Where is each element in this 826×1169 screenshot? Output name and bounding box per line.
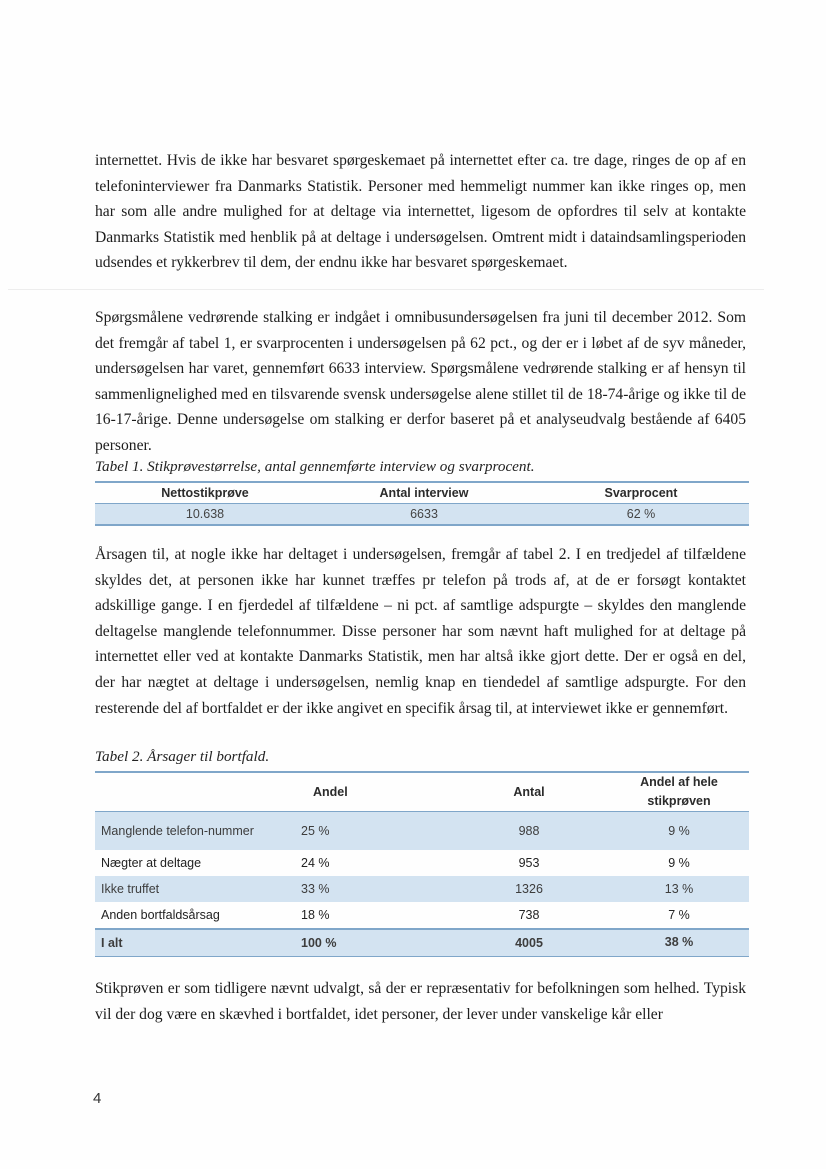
table-cell: 25 % [301, 824, 330, 838]
table-rule [95, 956, 749, 958]
row-label: Nægter at deltage [101, 856, 202, 870]
body-paragraph: Årsagen til, at nogle ikke har deltaget i undersøgelsen, fremgår af tabel 2. I en tredjedel af tilfældene skyldes det, at personen ikke har kunnet træffes pr telefon på trods af, at de er forsøgt kontaktet adskillige gange. I en fjerdedel af tilfældene – ni pct. af samtlige adspurgte – skyldes den manglende deltagelse manglende telefonnummer. Disse personer har som nævnt haft mulighed for at deltage på internettet eller ved at kontakte Danmarks Statistik, men har altså ikke gjort dette. Der er også en del, der har nægtet at deltage i undersøgelsen, nemlig knap en tiendedel af samtlige adspurgte. For den resterende del af bortfaldet er der ikke angivet en specifik årsag til, at interviewet ikke er gennemført. [95, 546, 746, 717]
table-cell: 7 % [668, 907, 690, 922]
table-cell: 738 [518, 908, 540, 922]
body-paragraph: internettet. Hvis de ikke har besvaret spørgeskemaet på internettet efter ca. tre dage, ringes de op af en telefoninterviewer fra Danmarks Statistik. Personer med hemmeligt nummer kan ikke ringes op, men har som alle andre mulighed for at deltage via internettet, ligesom de opfordres til selv at kontakte Danmarks Statistik med henblik på at deltage i undersøgelsen. Omtrent midt i dataindsamlingsperioden udsendes et rykkerbrev til dem, der endnu ikke har besvaret spørgeskemaet. [95, 152, 746, 272]
table-row [95, 850, 749, 876]
table-cell: 4005 [515, 935, 543, 950]
table2 [95, 771, 749, 957]
page-number: 4 [93, 1090, 102, 1107]
column-header: Andel [313, 784, 348, 799]
table1 [95, 481, 749, 526]
table-cell: 10.638 [185, 507, 225, 521]
table-row [95, 812, 749, 850]
table-cell: 9 % [668, 823, 690, 838]
table-cell: 100 % [301, 935, 337, 950]
table-total-row [95, 930, 749, 956]
scan-artifact-line [8, 289, 764, 290]
body-paragraph: Spørgsmålene vedrørende stalking er indgået i omnibusundersøgelsen fra juni til december 2012. Som det fremgår af tabel 1, er svarprocenten i undersøgelsen på 62 pct., og der er i løbet af de syv måneder, undersøgelsen har varet, gennemført 6633 interview. Spørgsmålene vedrørende stalking er af hensyn til sammenlignelighed med en tilsvarende svensk undersøgelse alene stillet til de 18-74-årige og ikke til de 16-17-årige. Denne undersøgelse om stalking er derfor baseret på et analyseudvalg bestående af 6405 personer. [95, 309, 746, 454]
table-cell: 62 % [626, 507, 656, 521]
column-header: Antal [513, 784, 545, 799]
table2-caption: Tabel 2. Årsager til bortfald. [95, 748, 270, 765]
column-header: Antal interview [379, 485, 469, 500]
column-header: Andel af hele stikprøven [640, 774, 718, 808]
table-rule [95, 524, 749, 526]
table-row [95, 902, 749, 928]
table-cell: 6633 [410, 507, 438, 521]
column-header: Svarprocent [604, 485, 678, 500]
row-label: Manglende telefon-nummer [101, 824, 254, 838]
table-row [95, 504, 749, 524]
row-label: Anden bortfaldsårsag [101, 908, 220, 922]
table-cell: 953 [518, 856, 540, 870]
table-cell: 1326 [515, 882, 543, 896]
table-cell: 13 % [664, 881, 694, 896]
table-cell: 988 [518, 824, 540, 838]
row-label: Ikke truffet [101, 882, 160, 896]
table-row [95, 876, 749, 902]
table-cell: 24 % [301, 856, 330, 870]
table1-caption: Tabel 1. Stikprøvestørrelse, antal gennemførte interview og svarprocent. [95, 458, 535, 475]
table-header-row [95, 483, 749, 503]
table-header-row [95, 773, 749, 811]
table-cell: 33 % [301, 882, 330, 896]
table-cell: 38 % [664, 935, 694, 949]
row-label: I alt [101, 935, 123, 950]
body-paragraph: Stikprøven er som tidligere nævnt udvalgt, så der er repræsentativ for befolkningen som helhed. Typisk vil der dog være en skævhed i bortfaldet, idet personer, der lever under vanskelige kår eller [95, 980, 746, 1023]
table-cell: 9 % [668, 855, 690, 870]
column-header: Nettostikprøve [161, 485, 249, 500]
table-cell: 18 % [301, 908, 330, 922]
